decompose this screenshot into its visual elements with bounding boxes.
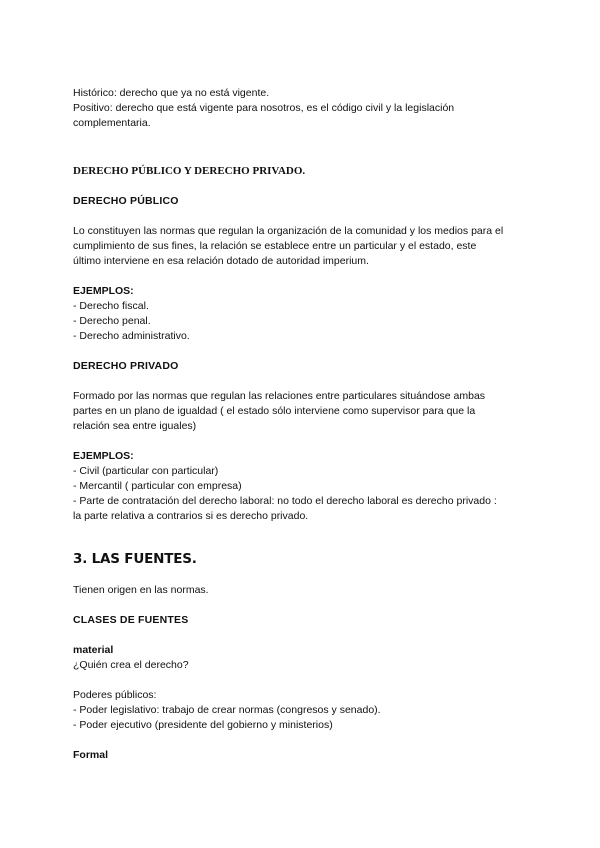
privado-ejemplo-item: - Parte de contratación del derecho laboral: no todo el derecho laboral es derecho privado :	[73, 495, 497, 507]
privado-ejemplo-item: - Mercantil ( particular con empresa)	[73, 480, 242, 492]
poder-item: - Poder ejecutivo (presidente del gobierno y ministerios)	[73, 719, 333, 731]
heading-derecho-privado: DERECHO PRIVADO	[73, 360, 179, 372]
pregunta-line: ¿Quién crea el derecho?	[73, 659, 189, 671]
privado-ejemplo-item: la parte relativa a contrarios si es derecho privado.	[73, 510, 309, 522]
publico-para-line1: Lo constituyen las normas que regulan la organización de la comunidad y los medios para el	[73, 225, 504, 237]
privado-para-line3: relación sea entre iguales)	[73, 420, 197, 432]
section-title-fuentes: 3. LAS FUENTES.	[73, 551, 197, 567]
historico-line: Histórico: derecho que ya no está vigente.	[73, 87, 270, 99]
heading-clases-fuentes: CLASES DE FUENTES	[73, 614, 189, 626]
positivo-line: Positivo: derecho que está vigente para nosotros, es el código civil y la legislación	[73, 102, 455, 114]
privado-ejemplos-label: EJEMPLOS:	[73, 450, 134, 462]
formal-label: Formal	[73, 749, 109, 761]
section-title-publico-privado: DERECHO PÚBLICO Y DERECHO PRIVADO.	[73, 165, 306, 177]
publico-para-line2: cumplimiento de sus fines, la relación se establece entre un particular y el estado, este	[73, 240, 477, 252]
fuentes-intro: Tienen origen en las normas.	[73, 584, 209, 596]
material-label: material	[73, 644, 114, 656]
publico-ejemplo-item: - Derecho fiscal.	[73, 300, 149, 312]
privado-para-line2: partes en un plano de igualdad ( el estado sólo interviene como supervisor para que la	[73, 405, 476, 417]
positivo-line-cont: complementaria.	[73, 117, 151, 129]
privado-para-line1: Formado por las normas que regulan las relaciones entre particulares situándose ambas	[73, 390, 486, 402]
publico-para-line3: último interviene en esa relación dotado de autoridad imperium.	[73, 255, 369, 267]
publico-ejemplos-label: EJEMPLOS:	[73, 285, 134, 297]
publico-ejemplo-item: - Derecho penal.	[73, 315, 151, 327]
document-body	[73, 86, 533, 763]
heading-derecho-publico: DERECHO PÚBLICO	[73, 195, 179, 207]
publico-ejemplo-item: - Derecho administrativo.	[73, 330, 190, 342]
privado-ejemplo-item: - Civil (particular con particular)	[73, 465, 219, 477]
poder-item: - Poder legislativo: trabajo de crear normas (congresos y senado).	[73, 704, 381, 716]
poderes-label: Poderes públicos:	[73, 689, 157, 701]
